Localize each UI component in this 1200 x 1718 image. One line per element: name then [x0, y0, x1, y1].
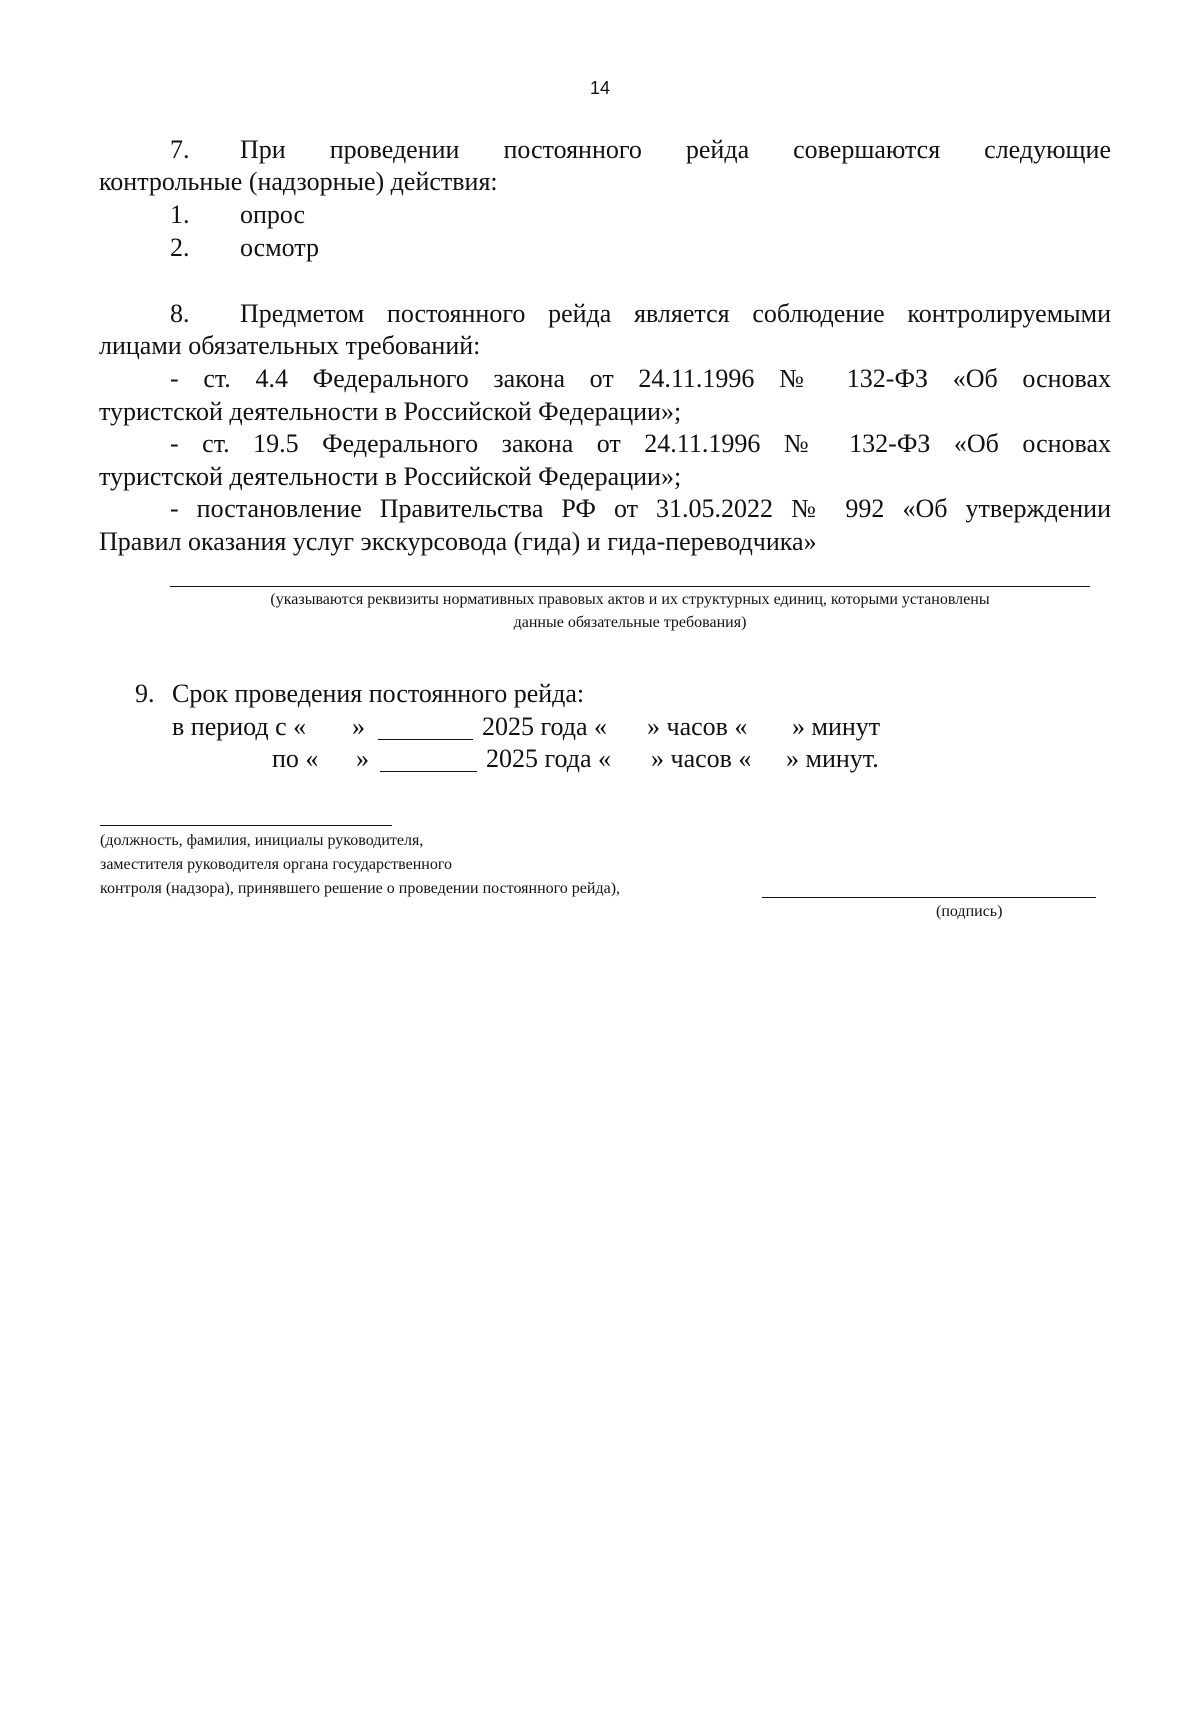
list-item-text: осмотр — [240, 233, 319, 262]
section-7-line-2: контрольные (надзорные) действия: — [99, 167, 498, 196]
requirement-1-line-1: - ст. 4.4 Федерального закона от 24.11.1996 № 132-ФЗ «Об основах — [170, 364, 1111, 393]
requirement-1-line-2: туристской деятельности в Российской Федерации»; — [99, 397, 682, 426]
signer-caption-line-1: (должность, фамилия, инициалы руководителя, — [100, 832, 424, 849]
list-item-text: опрос — [240, 200, 306, 229]
list-item-number: 1. — [170, 200, 190, 229]
s7-word: совершаются — [793, 135, 941, 164]
period-to-prefix: по « — [272, 744, 319, 773]
requisites-caption-line-2: данные обязательные требования) — [513, 614, 747, 631]
page-number: 14 — [589, 78, 611, 98]
section-7-number: 7. — [170, 135, 190, 164]
s7-word: проведении — [329, 135, 460, 164]
requisites-underline — [170, 586, 1090, 587]
period-from-hours: » часов « — [647, 712, 748, 741]
requirement-3-line-2: Правил оказания услуг экскурсовода (гида) и гида-переводчика» — [99, 527, 817, 556]
s7-word: При — [240, 135, 286, 164]
section-8-line-2: лицами обязательных требований: — [99, 331, 481, 360]
section-9-title: Срок проведения постоянного рейда: — [172, 679, 585, 708]
signature-label: (подпись) — [936, 903, 1003, 920]
section-7-line-1 — [240, 134, 1111, 166]
period-to-hours: » часов « — [651, 744, 752, 773]
s7-word: рейда — [685, 135, 750, 164]
signer-caption-line-3: контроля (надзора), принявшего решение о проведении постоянного рейда), — [100, 880, 621, 897]
requirement-3-line-1: - постановление Правительства РФ от 31.05.2022 № 992 «Об утверждении — [170, 494, 1111, 523]
position-name-underline[interactable] — [100, 825, 392, 826]
list-item-number: 2. — [170, 233, 190, 262]
s7-word: постоянного — [503, 135, 642, 164]
section-8-line-1: Предметом постоянного рейда является соблюдение контролируемыми — [240, 299, 1111, 328]
signer-caption-line-2: заместителя руководителя органа государственного — [100, 856, 452, 873]
requisites-caption-line-1: (указываются реквизиты нормативных правовых актов и их структурных единиц, которыми установлены — [270, 591, 990, 608]
s7-word: следующие — [984, 135, 1111, 164]
requirement-2-line-1: - ст. 19.5 Федерального закона от 24.11.1996 № 132-ФЗ «Об основах — [170, 429, 1111, 458]
section-8-number: 8. — [170, 299, 190, 328]
requirement-2-line-2: туристской деятельности в Российской Федерации»; — [99, 462, 682, 491]
period-to-minutes: » минут. — [786, 744, 879, 773]
signature-underline[interactable] — [762, 897, 1096, 898]
period-from-month-blank[interactable] — [378, 739, 473, 740]
period-to-month-blank[interactable] — [380, 771, 477, 772]
period-from-prefix: в период с « — [172, 712, 307, 741]
period-from-minutes: » минут — [792, 712, 881, 741]
period-to-year: 2025 года « — [486, 744, 612, 773]
period-from-day-close: » — [352, 712, 365, 741]
period-to-day-close: » — [356, 744, 369, 773]
section-9-number: 9. — [135, 679, 155, 708]
period-from-year: 2025 года « — [482, 712, 608, 741]
